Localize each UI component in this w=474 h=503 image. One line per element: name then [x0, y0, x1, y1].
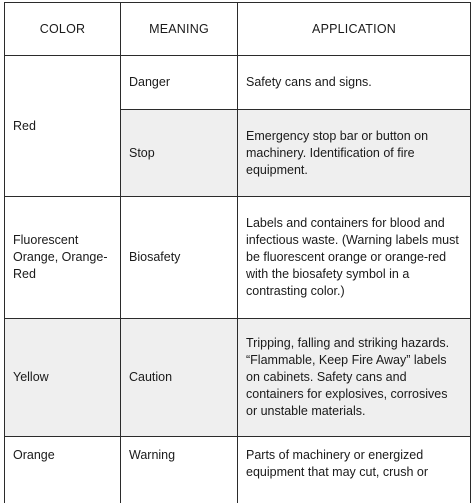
cell-meaning-caution: Caution	[121, 319, 238, 437]
cell-application-danger: Safety cans and signs.	[238, 56, 471, 110]
table-row	[5, 197, 471, 319]
header-color: COLOR	[5, 3, 121, 56]
cell-color-fluorescent-orange: Fluorescent Orange, Orange-Red	[5, 197, 121, 319]
cell-application-biosafety: Labels and containers for blood and infectious waste. (Warning labels must be fluorescent orange or orange-red with the biosafety symbol in a contrasting color.)	[238, 197, 471, 319]
cell-meaning-stop: Stop	[121, 110, 238, 197]
table-row	[5, 437, 471, 503]
safety-color-table	[4, 2, 471, 503]
cell-application-caution: Tripping, falling and striking hazards. “Flammable, Keep Fire Away” labels on cabinets. Safety cans and containers for explosives, corrosives or unstable materials.	[238, 319, 471, 437]
table-header-row	[5, 3, 471, 56]
table-row	[5, 56, 471, 110]
table-row	[5, 319, 471, 437]
cell-application-stop: Emergency stop bar or button on machinery. Identification of fire equipment.	[238, 110, 471, 197]
header-application: APPLICATION	[238, 3, 471, 56]
header-meaning: MEANING	[121, 3, 238, 56]
cell-meaning-danger: Danger	[121, 56, 238, 110]
cell-meaning-warning: Warning	[121, 437, 238, 503]
cell-color-red: Red	[5, 56, 121, 197]
cell-meaning-biosafety: Biosafety	[121, 197, 238, 319]
cell-color-yellow: Yellow	[5, 319, 121, 437]
cell-application-warning: Parts of machinery or energized equipment that may cut, crush or	[238, 437, 471, 503]
cell-color-orange: Orange	[5, 437, 121, 503]
